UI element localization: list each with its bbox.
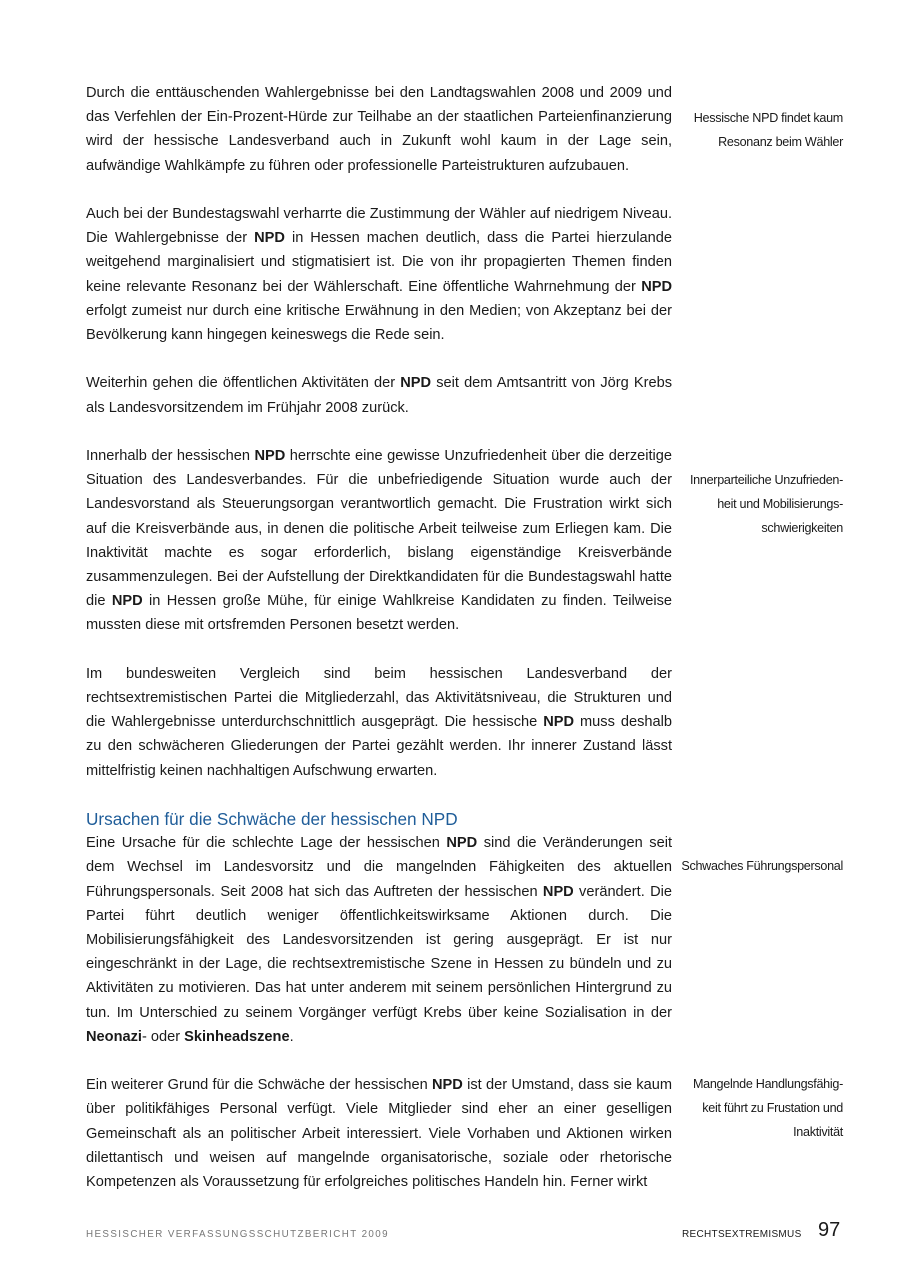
main-text [86,81,672,1194]
margin-note-unzufriedenheit: Innerparteiliche Unzufrieden- heit und Mobilisierungs- schwierigkeiten [689,473,843,536]
margin-note-handlungsfaehigkeit: Mangelnde Handlungsfähig- keit führt zu Frustation und Inaktivität [692,1077,843,1140]
npd-term: NPD [400,375,432,392]
page-number: 97 [818,1219,841,1241]
npd-term: NPD [254,230,285,247]
margin-note-fuehrungspersonal: Schwaches Führungspersonal [681,859,843,873]
npd-term: NPD [641,278,672,295]
npd-term: NPD [111,593,143,610]
npd-term: NPD [432,1077,463,1094]
skinheadszene-term: Skinheadszene [184,1028,290,1045]
paragraph-4: Innerhalb der hessischen NPD herrschte eine gewisse Unzufriedenheit über die derzeitige Situation des Landesverbandes. Für die unbefriedigende Situation wurde auch der Landesvorstand als Steuerungsorgan verantwortlich gemacht. Die Frustration wirkt sich auf die Kreisverbände aus, in denen die politische Arbeit teilweise zum Erliegen kam. Die Inaktivität machte es sogar erforderlich, bislang eigenständige Kreisverbände zusammenzulegen. Bei der Aufstellung der Direktkandidaten für die Bundestagswahl hatte die NPD in Hessen große Mühe, für einige Wahlkreise Kandidaten zu finden. Teilweise mussten diese mit ortsfremden Personen besetzt werden. [86,448,673,634]
footer-report-title: HESSISCHER VERFASSUNGSSCHUTZBERICHT 2009 [86,1229,389,1240]
paragraph-1: Durch die enttäuschenden Wahlergebnisse bei den Landtagswahlen 2008 und 2009 und das Verfehlen der Ein-Prozent-Hürde zur Teilhabe an der staatlichen Parteienfinanzierung wird der hessische Landesverband auch in Zukunft wohl kaum in der Lage sein, aufwändige Wahlkämpfe zu führen oder professionelle Parteistrukturen aufzubauen. [86,85,672,174]
paragraph-5: Im bundesweiten Vergleich sind beim hessischen Landesverband der rechtsextremistischen Partei die Mitgliederzahl, das Aktivitätsniveau, die Strukturen und die Wahlergebnisse unterdurchschnittlich ausgeprägt. Die hessische NPD muss deshalb zu den schwächeren Gliederungen der Partei gezählt werden. Ihr innerer Zustand lässt mittelfristig keinen nachhaltigen Aufschwung erwarten. [86,665,672,779]
npd-term: NPD [254,448,286,464]
npd-term: NPD [446,835,478,852]
npd-term: NPD [542,883,574,900]
neonazi-term: Neonazi [86,1028,142,1045]
footer-section-name: RECHTSEXTREMISMUS [682,1229,802,1240]
paragraph-6: Eine Ursache für die schlechte Lage der hessischen NPD sind die Veränderungen seit dem Wechsel im Landesvorsitz und die mangelnden Fähigkeiten des aktuellen Führungspersonals. Seit 2008 hat sich das Auftreten der hessischen NPD verändert. Die Partei führt deutlich weniger öffentlichkeitswirksame Aktionen durch. Die Mobilisierungsfähigkeit des Landesvorsitzenden ist gering ausgeprägt. Er ist nur eingeschränkt in der Lage, die rechtsextremistische Szene in Hessen zu bündeln und zu Aktivitäten zu motivieren. Das hat unter anderem mit seinem persönlichen Hintergrund zu tun. Im Unterschied zu seinem Vorgänger verfügt Krebs über keine Sozialisation in der Neonazi- oder Skinheadszene. [86,835,672,1045]
section-heading: Ursachen für die Schwäche der hessischen NPD [86,809,458,830]
npd-term: NPD [543,714,575,731]
paragraph-2: Auch bei der Bundestagswahl verharrte die Zustimmung der Wähler auf niedrigem Niveau. Die Wahlergebnisse der NPD in Hessen machen deutlich, dass die Partei hierzulande weitgehend marginalisiert und stigmatisiert ist. Die von ihr propagierten Themen finden keine relevante Resonanz bei der Wählerschaft. Eine öffentliche Wahrnehmung der NPD erfolgt zumeist nur durch eine kritische Erwähnung in den Medien; von Akzeptanz bei der Bevölkerung kann hingegen keineswegs die Rede sein. [86,206,672,344]
margin-note-resonanz: Hessische NPD findet kaum Resonanz beim Wähler [693,111,843,150]
paragraph-3: Weiterhin gehen die öffentlichen Aktivitäten der NPD seit dem Amtsantritt von Jörg Krebs als Landesvorsitzendem im Frühjahr 2008 zurück. [86,375,672,416]
paragraph-7: Ein weiterer Grund für die Schwäche der hessischen NPD ist der Umstand, dass sie kaum über politikfähiges Personal verfügt. Viele Mitglieder sind eher an einer geselligen Gemeinschaft als an politischer Arbeit interessiert. Viele Vorhaben und Aktionen wirken dilettantisch und weisen auf mangelnde organisatorische, soziale oder rhetorische Kompetenzen als Voraussetzung für erfolgreiches politisches Handeln hin. Ferner wirkt [86,1077,672,1191]
